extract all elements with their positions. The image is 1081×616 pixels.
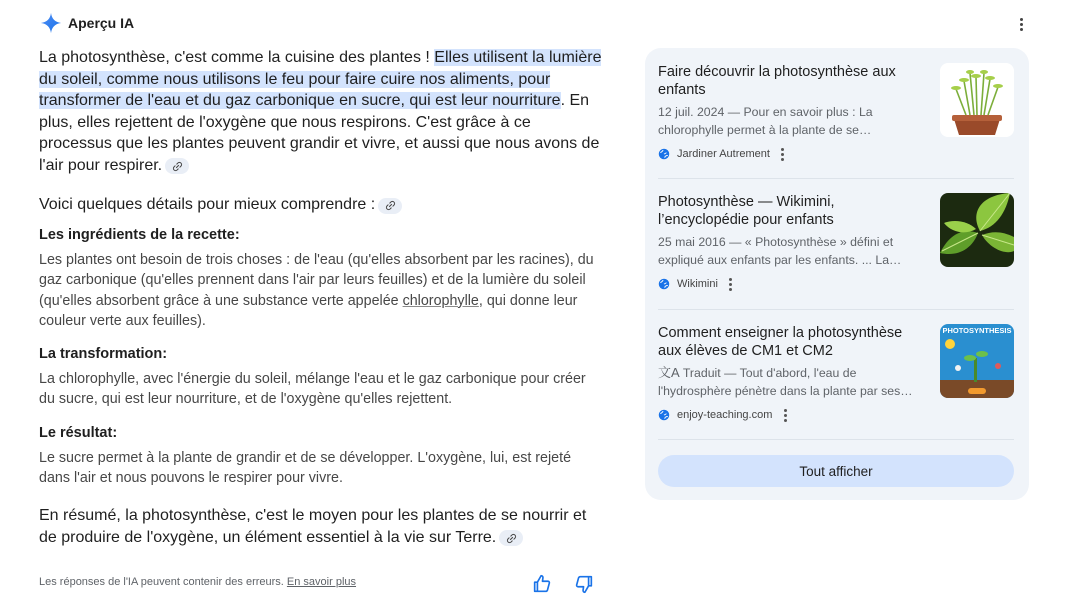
ai-overview-header <box>40 11 134 35</box>
divider <box>658 178 1014 179</box>
thumbs-up-icon[interactable] <box>531 573 553 595</box>
poster-title: PHOTOSYNTHESIS <box>942 326 1012 335</box>
source-site-name: Jardiner Autrement <box>677 148 770 160</box>
ingredients-text-end: , qui donne leur couleur verte aux feuilles). <box>39 292 578 329</box>
source-thumbnail-seedlings[interactable] <box>940 63 1014 137</box>
citation-link-icon[interactable] <box>378 198 402 214</box>
chlorophylle-link[interactable]: chlorophylle <box>402 292 479 309</box>
ingredients-body <box>39 250 604 331</box>
source-site-name: Wikimini <box>677 278 718 290</box>
source-thumbnail-photosynthesis-poster[interactable] <box>940 324 1014 398</box>
source-more-icon[interactable] <box>780 408 790 422</box>
source-more-icon[interactable] <box>778 147 788 161</box>
details-title <box>39 194 604 215</box>
globe-icon <box>658 278 670 290</box>
source-site <box>658 277 1014 291</box>
source-title[interactable]: Photosynthèse — Wikimini, l’encyclopédie pour enfants <box>658 194 835 228</box>
result-body: Le sucre permet à la plante de grandir et de se développer. L'oxygène, lui, est rejeté dans l'air et nous pouvons le respirer pour vivre. <box>39 449 572 487</box>
intro-paragraph <box>39 47 604 176</box>
source-snippet: 12 juil. 2024 — Pour en savoir plus : La chlorophylle permet à la plante de se… <box>658 105 873 137</box>
translate-icon: 文A <box>658 365 680 380</box>
source-more-icon[interactable] <box>726 277 736 291</box>
transformation-body: La chlorophylle, avec l'énergie du soleil, mélange l'eau et le gaz carbonique pour créer du sucre, qui est leur nourriture, et de l'oxygène qu'elles rejettent. <box>39 371 586 408</box>
learn-more-link[interactable]: En savoir plus <box>286 576 357 588</box>
ai-disclaimer <box>39 576 356 588</box>
source-site <box>658 147 1014 161</box>
citation-link-icon[interactable] <box>165 158 189 174</box>
globe-icon <box>658 148 670 160</box>
details-title-text: Voici quelques détails pour mieux comprendre : <box>39 196 376 213</box>
result-heading: Le résultat: <box>39 424 118 441</box>
summary-text: En résumé, la photosynthèse, c'est le moyen pour les plantes de se nourrir et de produire de l'oxygène, un élément essentiel à la vie sur Terre. <box>39 507 587 546</box>
divider <box>658 309 1014 310</box>
show-all-button[interactable]: Tout afficher <box>658 455 1014 487</box>
source-snippet <box>658 364 920 400</box>
ingredients-text: Les plantes ont besoin de trois choses : de l'eau (qu'elles absorbent par les racines), du gaz carbonique (qu'elles prennent dans l'air par leurs feuilles) et de la lumière du soleil (qu'elles absorbent grâce à une substance verte appelée <box>39 252 594 309</box>
sources-panel <box>645 48 1029 500</box>
source-site-name: enjoy-teaching.com <box>677 409 773 421</box>
globe-icon <box>658 409 670 421</box>
source-title[interactable]: Faire découvrir la photosynthèse aux enfants <box>658 64 896 98</box>
source-snippet-text: — Tout d'abord, l'eau de l'hydrosphère pénètre dans la plante par ses… <box>658 366 913 398</box>
citation-link-icon[interactable] <box>499 530 523 546</box>
ingredients-heading: Les ingrédients de la recette: <box>39 227 240 243</box>
source-card-enjoy-teaching[interactable] <box>658 324 1014 422</box>
more-options-icon[interactable] <box>1012 14 1030 34</box>
source-site <box>658 408 1014 422</box>
intro-text-end: . En plus, elles rejettent de l'oxygène que nous respirons. C'est grâce à ce processus que les plantes peuvent grandir et vivre, et aussi que nous avons de l'air pour respirer. <box>39 92 600 174</box>
gemini-spark-icon <box>40 12 62 34</box>
intro-text: La photosynthèse, c'est comme la cuisine des plantes ! <box>39 49 435 66</box>
translated-label: Traduit <box>682 366 721 380</box>
thumbs-down-icon[interactable] <box>573 573 595 595</box>
ai-overview-title: Aperçu IA <box>68 15 135 31</box>
ai-answer <box>39 47 604 548</box>
summary-paragraph <box>39 505 604 548</box>
disclaimer-text: Les réponses de l'IA peuvent contenir des erreurs. <box>39 576 284 588</box>
source-title[interactable]: Comment enseigner la photosynthèse aux élèves de CM1 et CM2 <box>658 325 903 359</box>
source-snippet: 25 mai 2016 — « Photosynthèse » défini et expliqué aux enfants par les enfants. ... La… <box>658 235 902 267</box>
source-thumbnail-leaves[interactable] <box>940 193 1014 267</box>
divider <box>658 439 1014 440</box>
transformation-heading: La transformation: <box>39 346 168 363</box>
highlighted-text: Elles utilisent la lumière du soleil, comme nous utilisons le feu pour faire cuire nos aliments, pour transformer de l'eau et du gaz carbonique en sucre, qui est leur nourriture <box>39 49 602 109</box>
source-card-wikimini[interactable] <box>658 193 1014 291</box>
source-card-jardiner[interactable] <box>658 63 1014 161</box>
